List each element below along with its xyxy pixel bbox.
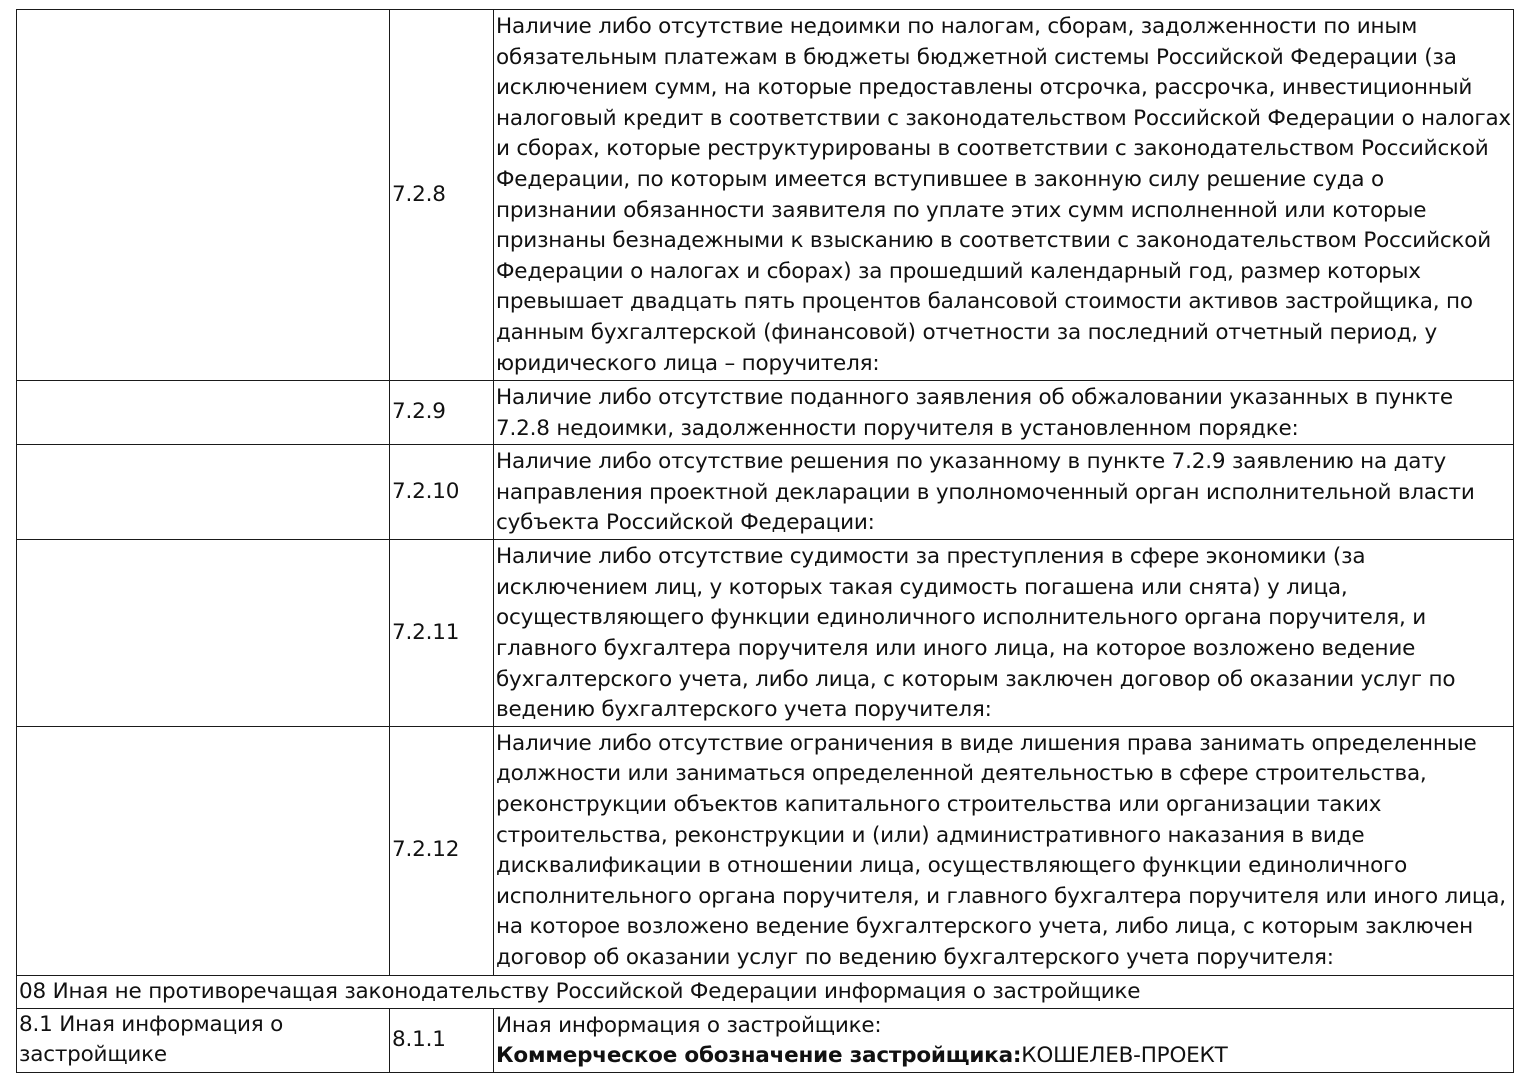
commercial-name-label: Коммерческое обозначение застройщика: [496,1043,1022,1069]
item-description: Наличие либо отсутствие поданного заявления об обжаловании указанных в пункте 7.2.8 недоимки, задолженности поручителя в установленном порядке: [494,381,1514,445]
commercial-name-line [496,1041,1511,1072]
item-description: Наличие либо отсутствие ограничения в виде лишения права занимать определенные должности или заниматься определенной деятельностью в сфере строительства, реконструкции объектов капитального строительства или организации таких строительства, реконструкции и (или) административного наказания в виде дисквалификации в отношении лица, осуществляющего функции единоличного исполнительного органа поручителя, и главного бухгалтера поручителя или иного лица, на которое возложено ведение бухгалтерского учета, либо лица, с которым заключен договор об оказании услуг по ведению бухгалтерского учета поручителя: [494,726,1514,975]
table-row [17,10,1514,381]
item-number: 7.2.10 [390,445,494,540]
section-title: 08 Иная не противоречащая законодательству Российской Федерации информация о застройщике [17,975,1514,1008]
table-row [17,540,1514,727]
table-row [17,445,1514,540]
item-number: 7.2.8 [390,10,494,381]
commercial-name-value: КОШЕЛЕВ-ПРОЕКТ [1021,1043,1228,1069]
item-description: Наличие либо отсутствие решения по указанному в пункте 7.2.9 заявлению на дату направления проектной декларации в уполномоченный орган исполнительной власти субъекта Российской Федерации: [494,445,1514,540]
other-info-label: Иная информация о застройщике: [496,1012,882,1038]
table-row [17,381,1514,445]
table-row [17,726,1514,975]
declaration-table [16,9,1514,1073]
item-description: Наличие либо отсутствие судимости за преступления в сфере экономики (за исключением лиц, у которых такая судимость погашена или снята) у лица, осуществляющего функции единоличного исполнительного органа поручителя, и главного бухгалтера поручителя или иного лица, на которое возложено ведение бухгалтерского учета, либо лица, с которым заключен договор об оказании услуг по ведению бухгалтерского учета поручителя: [494,540,1514,727]
group-cell [17,726,390,975]
item-number: 7.2.11 [390,540,494,727]
group-cell [17,540,390,727]
item-number: 8.1.1 [390,1008,494,1072]
table-row [17,1008,1514,1072]
group-cell [17,10,390,381]
item-number: 7.2.9 [390,381,494,445]
group-cell [17,381,390,445]
item-description [494,1008,1514,1072]
item-number: 7.2.12 [390,726,494,975]
item-description: Наличие либо отсутствие недоимки по налогам, сборам, задолженности по иным обязательным платежам в бюджеты бюджетной системы Российской Федерации (за исключением сумм, на которые предоставлены отсрочка, рассрочка, инвестиционный налоговый кредит в соответствии с законодательством Российской Федерации о налогах и сборах, которые реструктурированы в соответствии с законодательством Российской Федерации, по которым имеется вступившее в законную силу решение суда о признании обязанности заявителя по уплате этих сумм исполненной или которые признаны безнадежными к взысканию в соответствии с законодательством Российской Федерации о налогах и сборах) за прошедший календарный год, размер которых превышает двадцать пять процентов балансовой стоимости активов застройщика, по данным бухгалтерской (финансовой) отчетности за последний отчетный период, у юридического лица – поручителя: [494,10,1514,381]
group-cell: 8.1 Иная информация о застройщике [17,1008,390,1072]
section-header-row [17,975,1514,1008]
group-cell [17,445,390,540]
